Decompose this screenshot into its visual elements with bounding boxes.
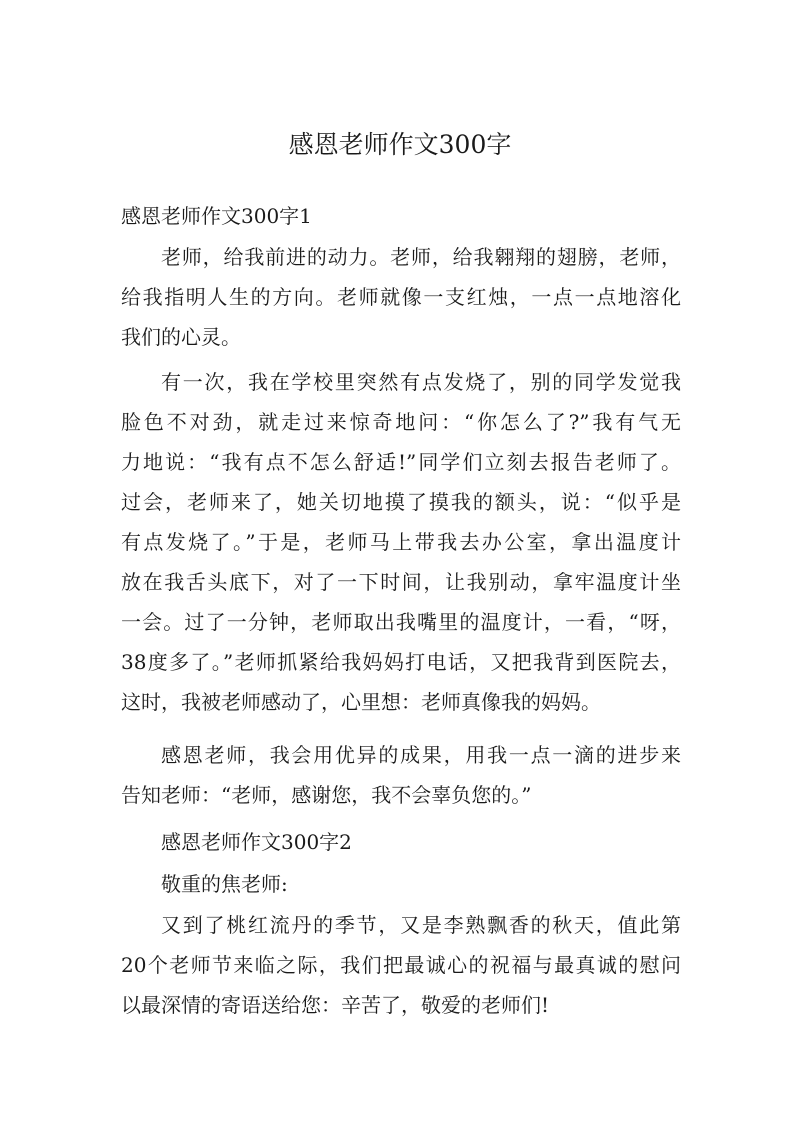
paragraph-line: 脸色不对劲，就走过来惊奇地问：“你怎么了?”我有气无 — [121, 410, 681, 434]
paragraph-3 — [121, 735, 681, 815]
section-heading-2: 感恩老师作文300字2 — [161, 830, 352, 854]
paragraph-line: 一会。过了一分钟，老师取出我嘴里的温度计，一看，“呀， — [121, 610, 681, 634]
paragraph-1 — [121, 237, 681, 357]
section-heading-1: 感恩老师作文300字1 — [121, 204, 312, 228]
paragraph-line: 放在我舌头底下，对了一下时间，让我别动，拿牢温度计坐 — [121, 570, 681, 594]
paragraph-line: 有一次，我在学校里突然有点发烧了，别的同学发觉我 — [161, 370, 681, 394]
paragraph-line: 给我指明人生的方向。老师就像一支红烛，一点一点地溶化 — [121, 285, 681, 309]
paragraph-line: 告知老师：“老师，感谢您，我不会辜负您的。” — [121, 783, 532, 807]
paragraph-line: 38度多了。”老师抓紧给我妈妈打电话，又把我背到医院去， — [121, 650, 681, 674]
paragraph-line: 我们的心灵。 — [121, 325, 241, 349]
paragraph-line: 老师，给我前进的动力。老师，给我翱翔的翅膀，老师， — [161, 245, 681, 269]
paragraph-line: 这时，我被老师感动了，心里想：老师真像我的妈妈。 — [121, 690, 601, 714]
paragraph-line: 又到了桃红流丹的季节，又是李熟飘香的秋天，值此第 — [161, 913, 681, 937]
paragraph-2 — [121, 362, 681, 722]
salutation: 敬重的焦老师: — [161, 872, 288, 896]
paragraph-line: 20个老师节来临之际，我们把最诚心的祝福与最真诚的慰问 — [121, 953, 681, 977]
paragraph-line: 力地说：“我有点不怎么舒适!”同学们立刻去报告老师了。 — [121, 450, 681, 474]
paragraph-line: 有点发烧了。”于是，老师马上带我去办公室，拿出温度计 — [121, 530, 681, 554]
document-title: 感恩老师作文300字 — [288, 130, 512, 159]
paragraph-line: 感恩老师，我会用优异的成果，用我一点一滴的进步来 — [161, 743, 681, 767]
paragraph-line: 以最深情的寄语送给您：辛苦了，敬爱的老师们! — [121, 993, 550, 1017]
paragraph-4 — [121, 905, 681, 1025]
paragraph-line: 过会，老师来了，她关切地摸了摸我的额头，说：“似乎是 — [121, 490, 681, 514]
